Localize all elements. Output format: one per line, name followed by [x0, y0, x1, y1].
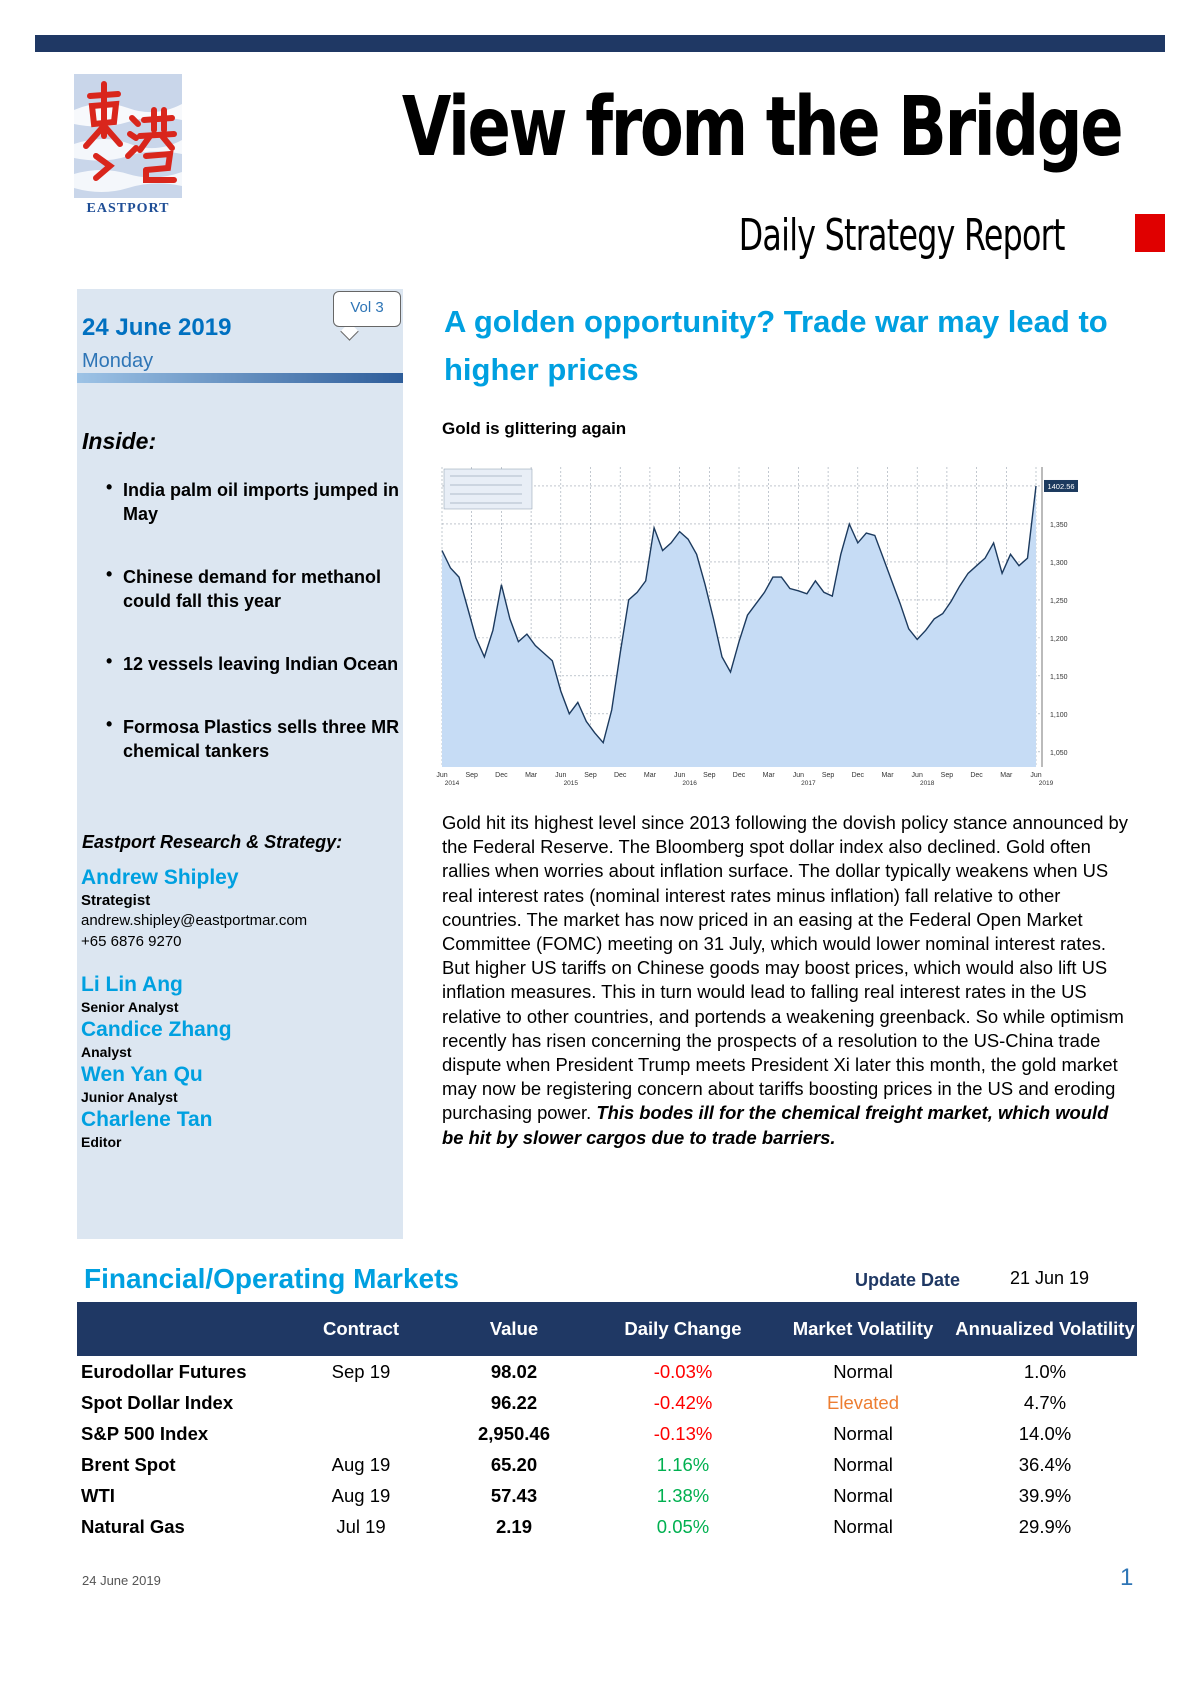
issue-weekday: Monday — [82, 350, 154, 372]
value-cell: 2,950.46 — [477, 1422, 550, 1444]
contract-cell: Jul 19 — [336, 1515, 386, 1537]
staff-phone: +65 6876 9270 — [81, 933, 182, 950]
x-tick-label: Mar — [525, 772, 538, 779]
daily-change-cell: -0.03% — [653, 1360, 713, 1382]
markets-title: Financial/Operating Markets — [84, 1263, 459, 1294]
inside-item: • Chinese demand for methanol could fall this year — [104, 565, 402, 613]
y-tick-label: 1,050 — [1050, 749, 1068, 757]
column-header: Contract — [287, 1302, 435, 1356]
x-year-label: 2014 — [444, 780, 460, 787]
staff-email[interactable]: andrew.shipley@eastportmar.com — [81, 912, 308, 929]
logo-wordmark: EASTPORT — [74, 198, 182, 220]
x-tick-label: Dec — [851, 772, 865, 779]
daily-change-cell: 1.16% — [656, 1453, 710, 1475]
y-tick-label: 1,200 — [1050, 635, 1068, 643]
value-cell: 65.20 — [490, 1453, 538, 1475]
x-tick-label: Dec — [970, 772, 983, 779]
x-year-label: 2017 — [801, 780, 816, 787]
accent-square — [1135, 214, 1165, 252]
x-tick-label: Dec — [613, 772, 627, 779]
x-tick-label: Mar — [881, 772, 894, 779]
staff-entry-senior-analyst — [81, 972, 401, 1016]
y-tick-label: 1,350 — [1050, 521, 1068, 529]
staff-role: Editor — [81, 1134, 122, 1150]
research-heading: Eastport Research & Strategy: — [82, 832, 343, 852]
market-name: WTI — [81, 1484, 115, 1506]
last-value-label: 1402.56 — [1047, 481, 1075, 491]
staff-role: Strategist — [81, 892, 151, 909]
report-title: View from the Bridge — [401, 80, 1121, 175]
x-year-label: 2016 — [682, 780, 697, 787]
x-tick-label: Mar — [643, 772, 656, 779]
column-header: Value — [435, 1302, 593, 1356]
market-volatility-cell: Normal — [833, 1422, 893, 1444]
contract-cell — [287, 1418, 435, 1449]
staff-name: Li Lin Ang — [81, 973, 183, 996]
value-cell: 2.19 — [495, 1515, 532, 1537]
inside-list — [104, 478, 402, 802]
x-year-label: 2015 — [563, 780, 579, 787]
market-name: S&P 500 Index — [81, 1422, 209, 1444]
contract-cell: Aug 19 — [331, 1484, 391, 1506]
page-number: 1 — [1120, 1564, 1134, 1591]
gold-chart-svg — [436, 455, 1122, 807]
column-header: Daily Change — [593, 1302, 773, 1356]
annualized-volatility-cell: 14.0% — [1018, 1422, 1072, 1444]
article-body-emphasis: This bodes ill for the chemical freight market, which would be hit by slower cargos due to trade barriers. — [442, 1102, 1109, 1148]
volume-badge: Vol 3 — [333, 291, 401, 327]
annualized-volatility-cell: 36.4% — [1018, 1453, 1072, 1475]
market-name: Brent Spot — [81, 1453, 176, 1475]
annualized-volatility-cell: 39.9% — [1018, 1484, 1072, 1506]
staff-name: Wen Yan Qu — [81, 1063, 203, 1086]
y-tick-label: 1,250 — [1050, 597, 1068, 605]
staff-role: Analyst — [81, 1044, 132, 1060]
staff-role: Junior Analyst — [81, 1089, 178, 1105]
market-volatility-cell: Elevated — [827, 1391, 899, 1413]
update-date-label: Update Date — [855, 1270, 961, 1290]
staff-name: Candice Zhang — [81, 1018, 232, 1041]
x-tick-label: Jun — [673, 772, 686, 779]
x-tick-label: Jun — [555, 772, 567, 779]
staff-entry-editor — [81, 1107, 401, 1151]
update-date-value: 21 Jun 19 — [1010, 1268, 1090, 1288]
footer-date: 24 June 2019 — [82, 1573, 161, 1588]
gold-price-chart — [436, 455, 1122, 807]
table-row — [77, 1356, 1137, 1387]
x-tick-label: Jun — [792, 772, 805, 779]
y-tick-label: 1,300 — [1050, 559, 1068, 567]
staff-entry-strategist — [81, 865, 401, 952]
daily-change-cell: -0.42% — [653, 1391, 713, 1413]
staff-entry-analyst — [81, 1017, 401, 1061]
x-tick-label: Sep — [821, 772, 835, 779]
contract-cell: Sep 19 — [331, 1360, 391, 1382]
table-header-row — [77, 1302, 1137, 1356]
market-name: Eurodollar Futures — [81, 1360, 247, 1382]
staff-name: Andrew Shipley — [81, 866, 239, 889]
table-row — [77, 1480, 1137, 1511]
inside-heading: Inside: — [82, 428, 157, 454]
market-volatility-cell: Normal — [833, 1484, 893, 1506]
y-tick-label: 1,100 — [1050, 711, 1068, 719]
x-tick-label: Dec — [732, 772, 746, 779]
report-subtitle: Daily Strategy Report — [739, 210, 1065, 261]
top-banner-bar — [35, 35, 1165, 52]
column-header: Market Volatility — [773, 1302, 953, 1356]
table-row — [77, 1418, 1137, 1449]
annualized-volatility-cell: 1.0% — [1023, 1360, 1067, 1382]
x-tick-label: Sep — [584, 772, 597, 779]
eastport-logo — [74, 74, 182, 220]
x-tick-label: Sep — [465, 772, 478, 779]
x-tick-label: Dec — [495, 772, 508, 779]
x-tick-label: Jun — [436, 772, 448, 779]
x-year-label: 2018 — [919, 780, 935, 787]
value-cell: 96.22 — [490, 1391, 538, 1413]
contract-cell — [287, 1387, 435, 1418]
article-headline: A golden opportunity? Trade war may lead to higher prices — [444, 304, 1108, 387]
table-row — [77, 1449, 1137, 1480]
market-volatility-cell: Normal — [833, 1360, 893, 1382]
market-volatility-cell: Normal — [833, 1515, 893, 1537]
daily-change-cell: 0.05% — [656, 1515, 710, 1537]
x-tick-label: Sep — [703, 772, 716, 779]
table-row — [77, 1387, 1137, 1418]
daily-change-cell: -0.13% — [653, 1422, 713, 1444]
value-cell: 98.02 — [490, 1360, 538, 1382]
markets-table — [77, 1302, 1137, 1542]
column-header — [77, 1302, 287, 1356]
market-name: Spot Dollar Index — [81, 1391, 234, 1413]
x-tick-label: Sep — [940, 772, 954, 779]
staff-name: Charlene Tan — [81, 1108, 213, 1131]
market-name: Natural Gas — [81, 1515, 185, 1537]
x-tick-label: Jun — [911, 772, 923, 779]
sidebar-divider — [77, 373, 403, 383]
inside-item: • 12 vessels leaving Indian Ocean — [104, 652, 402, 676]
column-header: Annualized Volatility — [953, 1302, 1137, 1356]
x-tick-label: Mar — [1000, 772, 1013, 779]
annualized-volatility-cell: 4.7% — [1023, 1391, 1067, 1413]
table-row — [77, 1511, 1137, 1542]
x-tick-label: Mar — [762, 772, 775, 779]
market-volatility-cell: Normal — [833, 1453, 893, 1475]
article-body — [442, 811, 1132, 1150]
x-tick-label: Jun — [1030, 772, 1042, 779]
inside-item: • Formosa Plastics sells three MR chemical tankers — [104, 715, 402, 763]
chart-caption: Gold is glittering again — [442, 419, 627, 438]
staff-entry-junior-analyst — [81, 1062, 401, 1106]
contract-cell: Aug 19 — [331, 1453, 391, 1475]
daily-change-cell: 1.38% — [656, 1484, 710, 1506]
inside-item: • India palm oil imports jumped in May — [104, 478, 402, 526]
value-cell: 57.43 — [490, 1484, 538, 1506]
staff-role: Senior Analyst — [81, 999, 179, 1015]
issue-date: 24 June 2019 — [82, 314, 232, 341]
article-body-text: Gold hit its highest level since 2013 following the dovish policy stance announced by the Federal Reserve. The Bloomberg spot dollar index also declined. Gold often rallies when worries about inflation surface. The dollar typically weakens when US real interest rates (nominal interest rates minus inflation) fall relative to other countries. The market has now priced in an easing at the Federal Open Market Committee (FOMC) meeting on 31 July, which would lower nominal interest rates. But higher US tariffs on Chinese goods may boost prices, which would also lift US inflation measures. This in turn would lead to falling real interest rates in the US relative to other countries, and portends a weakening greenback. So while optimism recently has risen concerning the prospects of a resolution to the US-China trade dispute when President Trump meets President Xi later this month, the gold market may now be registering concern about tariffs boosting prices in the US and eroding purchasing power. — [442, 812, 1128, 1124]
x-year-label: 2019 — [1038, 780, 1054, 787]
markets-table-body — [77, 1356, 1137, 1542]
y-tick-label: 1,150 — [1050, 673, 1068, 681]
annualized-volatility-cell: 29.9% — [1018, 1515, 1072, 1537]
